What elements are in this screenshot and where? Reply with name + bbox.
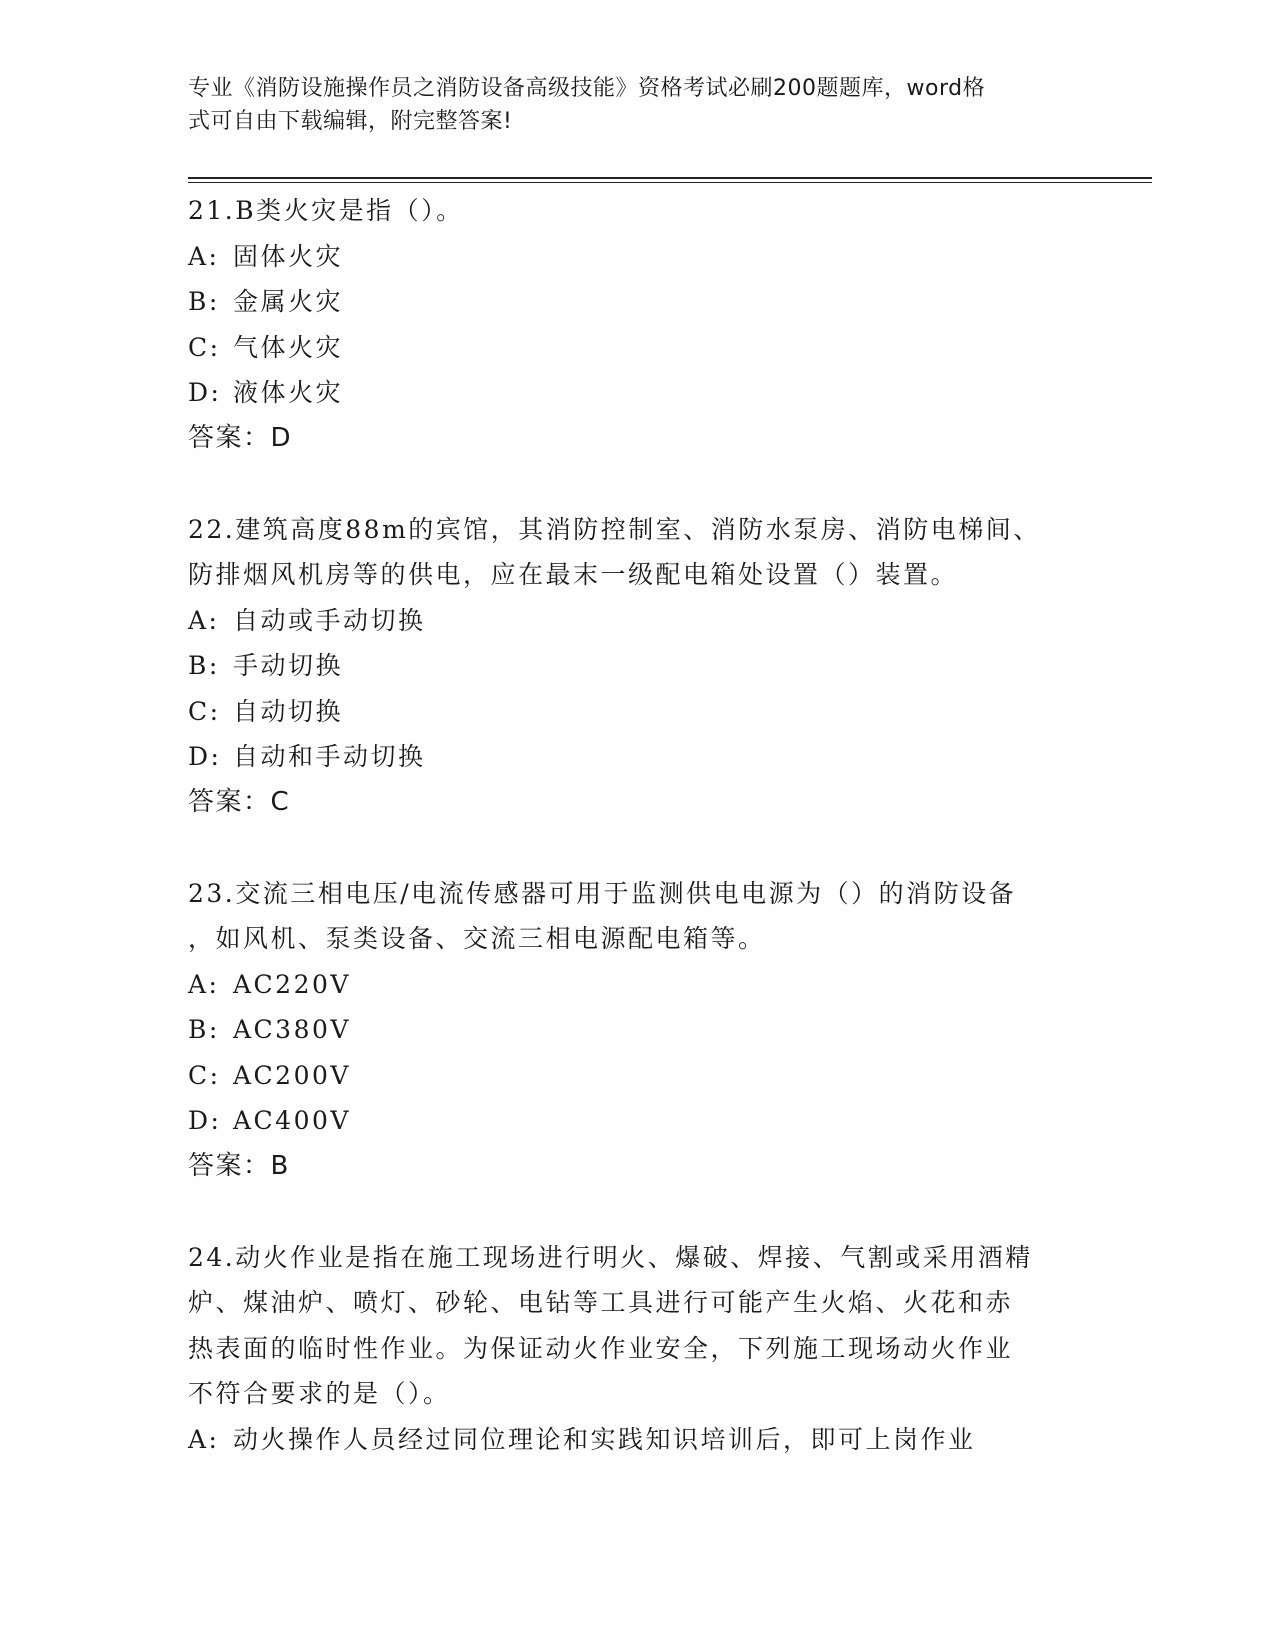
question-23: [188, 871, 1088, 1190]
question-stem-line: 防排烟风机房等的供电，应在最末一级配电箱处设置（）装置。: [188, 560, 959, 589]
option-letter: C:: [188, 332, 221, 362]
header-divider-thick: [188, 177, 1152, 179]
question-stem-line: 24.动火作业是指在施工现场进行明火、爆破、焊接、气割或采用酒精: [188, 1242, 1033, 1272]
header-line-1: 专业《消防设施操作员之消防设备高级技能》资格考试必刷200题题库，word格: [188, 76, 986, 101]
document-header: [188, 72, 1068, 138]
option-text: 金属火灾: [233, 287, 344, 316]
option-letter: A:: [188, 241, 220, 271]
option-letter: B:: [188, 287, 220, 316]
option-b: [188, 279, 1088, 325]
option-d: [188, 734, 1088, 780]
option-a: [188, 1417, 1088, 1463]
question-24: [188, 1235, 1088, 1463]
spacer: [188, 825, 1088, 871]
question-22: [188, 507, 1088, 826]
header-divider-thin: [188, 182, 1152, 183]
option-letter: A:: [188, 1424, 220, 1454]
question-stem-line: 22.建筑高度88m的宾馆，其消防控制室、消防水泵房、消防电梯间、: [188, 514, 1041, 544]
option-text: AC380V: [233, 1015, 351, 1044]
option-text: AC200V: [233, 1060, 351, 1090]
question-stem-line: 23.交流三相电压/电流传感器可用于监测供电电源为（）的消防设备: [188, 878, 1017, 908]
option-a: [188, 234, 1088, 280]
option-letter: D:: [188, 1106, 222, 1135]
option-letter: B:: [188, 651, 220, 680]
spacer: [188, 461, 1088, 507]
question-stem-line: 炉、煤油炉、喷灯、砂轮、电钻等工具进行可能产生火焰、火花和赤: [188, 1288, 1014, 1317]
option-c: [188, 1053, 1088, 1099]
option-letter: C:: [188, 696, 221, 726]
option-letter: C:: [188, 1060, 221, 1090]
option-text: 固体火灾: [233, 241, 344, 271]
option-d: [188, 1098, 1088, 1144]
option-text: 自动或手动切换: [233, 605, 426, 635]
question-stem-line: 热表面的临时性作业。为保证动火作业安全，下列施工现场动火作业: [188, 1333, 1014, 1363]
option-b: [188, 643, 1088, 689]
option-text: 动火操作人员经过同位理论和实践知识培训后，即可上岗作业: [233, 1424, 976, 1454]
option-a: [188, 962, 1088, 1008]
question-stem-line: 21.B类火灾是指（）。: [188, 196, 464, 225]
option-c: [188, 325, 1088, 371]
option-text: 液体火灾: [233, 378, 344, 407]
option-letter: A:: [188, 969, 220, 999]
option-a: [188, 598, 1088, 644]
option-c: [188, 689, 1088, 735]
option-text: 气体火灾: [233, 332, 344, 362]
question-21: [188, 188, 1088, 461]
header-line-2: 式可自由下载编辑，附完整答案!: [188, 109, 513, 134]
option-text: AC400V: [233, 1106, 351, 1135]
option-text: 自动切换: [233, 696, 344, 726]
option-letter: A:: [188, 605, 220, 635]
option-letter: D:: [188, 742, 222, 771]
question-list: [188, 188, 1088, 1462]
option-text: 自动和手动切换: [233, 742, 426, 771]
option-letter: B:: [188, 1015, 220, 1044]
question-stem-line: ，如风机、泵类设备、交流三相电源配电箱等。: [188, 924, 766, 953]
question-stem-line: 不符合要求的是（）。: [188, 1379, 451, 1408]
answer-line: 答案：D: [188, 422, 293, 453]
spacer: [188, 1189, 1088, 1235]
option-text: AC220V: [233, 969, 351, 999]
option-letter: D:: [188, 378, 222, 407]
answer-line: 答案：B: [188, 1150, 290, 1181]
option-d: [188, 370, 1088, 416]
option-text: 手动切换: [233, 651, 344, 680]
option-b: [188, 1007, 1088, 1053]
answer-line: 答案：C: [188, 786, 291, 817]
